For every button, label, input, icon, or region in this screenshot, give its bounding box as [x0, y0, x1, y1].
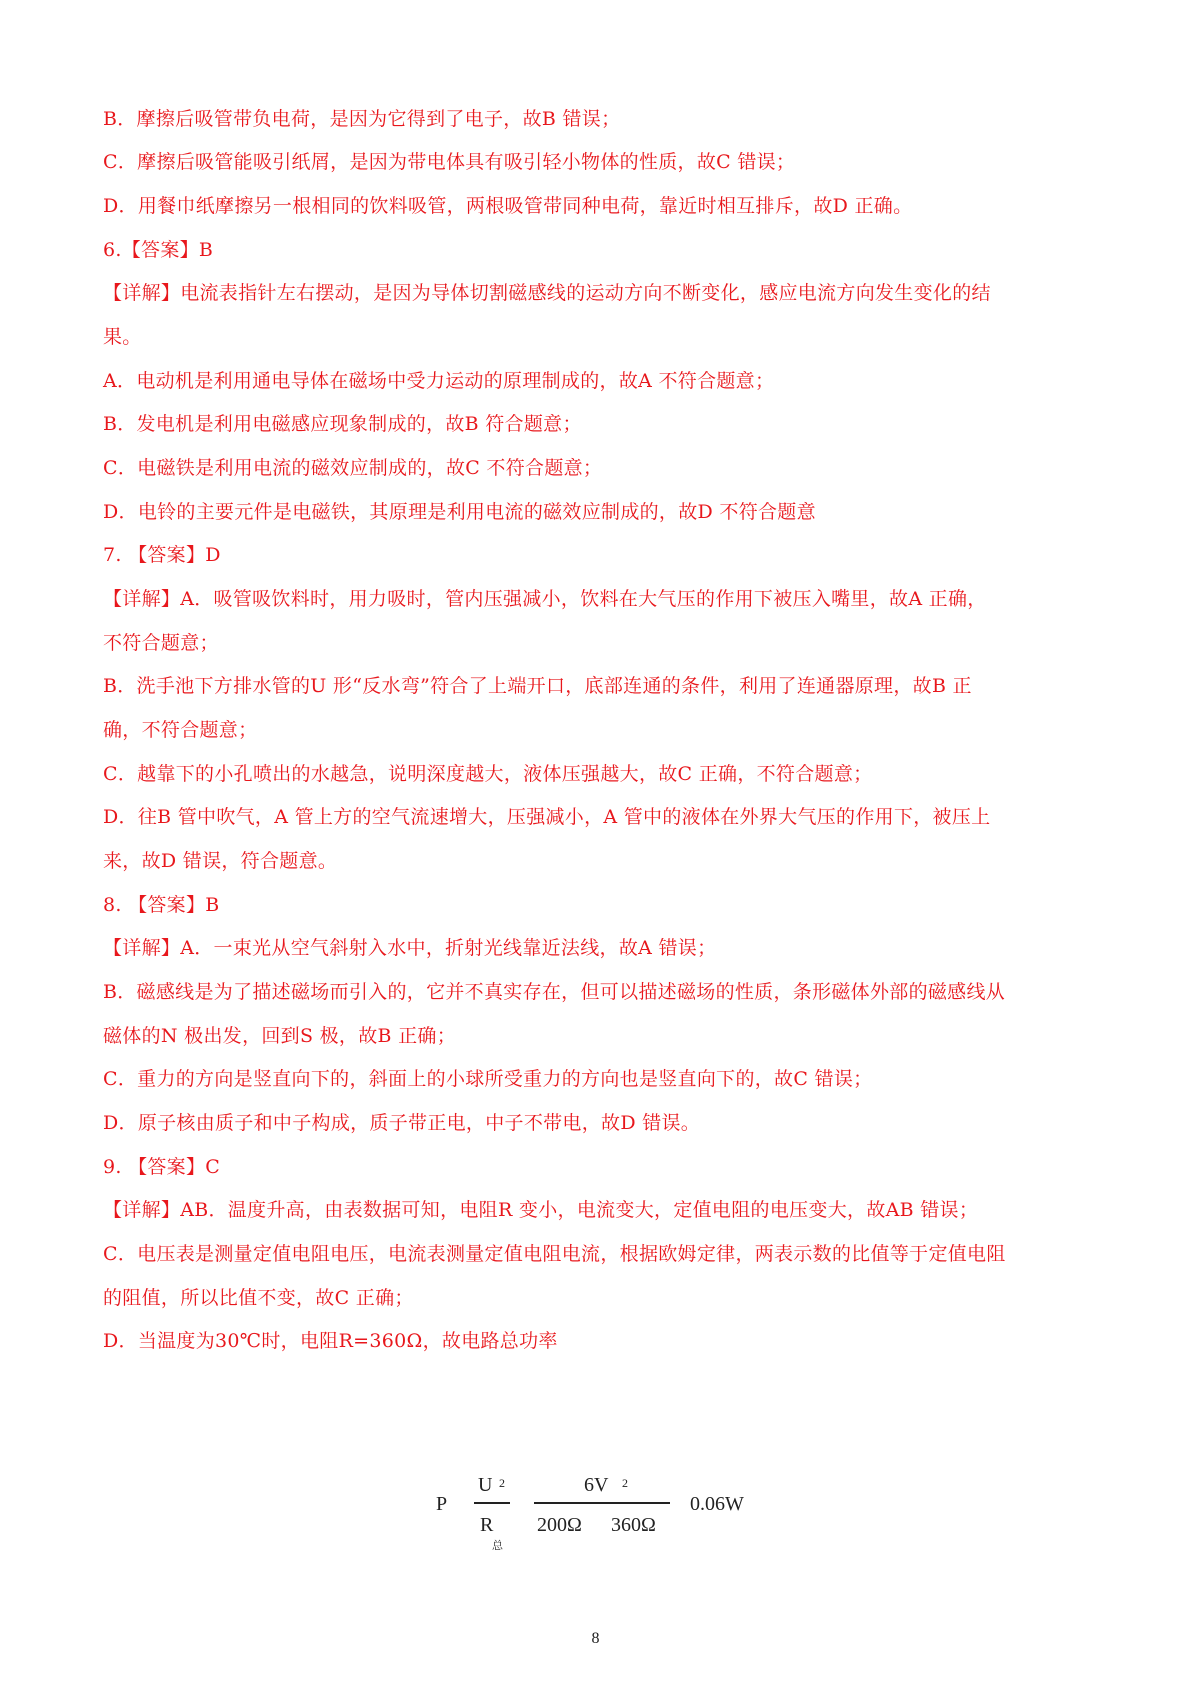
text-line: C．摩擦后吸管能吸引纸屑，是因为带电体具有吸引轻小物体的性质，故C 错误； — [103, 151, 796, 173]
formula-numerator: 6V — [584, 1474, 609, 1496]
text-line: 【详解】A．吸管吸饮料时，用力吸时，管内压强减小，饮料在大气压的作用下被压入嘴里，故A 正确， — [103, 588, 987, 610]
text-line: D．用餐巾纸摩擦另一根相同的饮料吸管，两根吸管带同种电荷，靠近时相互排斥，故D 正确。 — [103, 195, 913, 217]
text-line: 【详解】AB．温度升高，由表数据可知，电阻R 变小，电流变大，定值电阻的电压变大，故AB 错误； — [103, 1199, 979, 1221]
formula-denominator-b: 360Ω — [611, 1514, 656, 1536]
formula-u: U — [478, 1474, 493, 1496]
answer-heading: 7. 【答案】D — [103, 544, 221, 566]
text-line: B．磁感线是为了描述磁场而引入的，它并不真实存在，但可以描述磁场的性质，条形磁体外部的磁感线从 — [103, 981, 1006, 1003]
answer-heading: 9. 【答案】C — [103, 1156, 221, 1178]
formula-subscript: 总 — [492, 1540, 503, 1552]
text-line: 的阻值，所以比值不变，故C 正确； — [103, 1287, 414, 1309]
formula-result: 0.06W — [690, 1493, 744, 1515]
text-line: A．电动机是利用通电导体在磁场中受力运动的原理制成的，故A 不符合题意； — [103, 370, 775, 392]
text-line: B．洗手池下方排水管的U 形“反水弯”符合了上端开口，底部连通的条件，利用了连通器原理，故B 正 — [103, 675, 972, 697]
text-line: 不符合题意； — [103, 632, 219, 654]
text-line: C．越靠下的小孔喷出的水越急，说明深度越大，液体压强越大，故C 正确，不符合题意； — [103, 763, 873, 785]
text-line: D．往B 管中吹气，A 管上方的空气流速增大，压强减小，A 管中的液体在外界大气压的作用下，被压上 — [103, 806, 991, 828]
text-line: D．原子核由质子和中子构成，质子带正电，中子不带电，故D 错误。 — [103, 1112, 701, 1134]
formula-p: P — [436, 1493, 448, 1515]
fraction-bar — [474, 1502, 510, 1504]
text-line: D．当温度为30℃时，电阻R=360Ω，故电路总功率 — [103, 1330, 558, 1352]
fraction-bar — [534, 1502, 670, 1504]
text-line: C．重力的方向是竖直向下的，斜面上的小球所受重力的方向也是竖直向下的，故C 错误； — [103, 1068, 873, 1090]
text-line: 来，故D 错误，符合题意。 — [103, 850, 338, 872]
text-line: 果。 — [103, 326, 142, 348]
text-line: D．电铃的主要元件是电磁铁，其原理是利用电流的磁效应制成的，故D 不符合题意 — [103, 501, 816, 523]
formula-square: 2 — [499, 1476, 505, 1490]
answer-heading: 6.【答案】B — [103, 239, 214, 261]
text-line: 确，不符合题意； — [103, 719, 258, 741]
formula-denominator-a: 200Ω — [537, 1514, 582, 1536]
text-line: 【详解】电流表指针左右摆动，是因为导体切割磁感线的运动方向不断变化，感应电流方向发生变化的结 — [103, 282, 991, 304]
answer-heading: 8. 【答案】B — [103, 894, 220, 916]
text-line: 磁体的N 极出发，回到S 极，故B 正确； — [103, 1025, 457, 1047]
text-line: B．发电机是利用电磁感应现象制成的，故B 符合题意； — [103, 413, 582, 435]
formula-square: 2 — [622, 1476, 628, 1490]
formula-r: R — [480, 1514, 494, 1536]
text-line: C．电磁铁是利用电流的磁效应制成的，故C 不符合题意； — [103, 457, 603, 479]
text-line: B．摩擦后吸管带负电荷，是因为它得到了电子，故B 错误； — [103, 108, 621, 130]
text-line: C．电压表是测量定值电阻电压，电流表测量定值电阻电流，根据欧姆定律，两表示数的比值等于定值电阻 — [103, 1243, 1006, 1265]
text-line: 【详解】A．一束光从空气斜射入水中，折射光线靠近法线，故A 错误； — [103, 937, 717, 959]
page-number: 8 — [591, 1630, 600, 1647]
